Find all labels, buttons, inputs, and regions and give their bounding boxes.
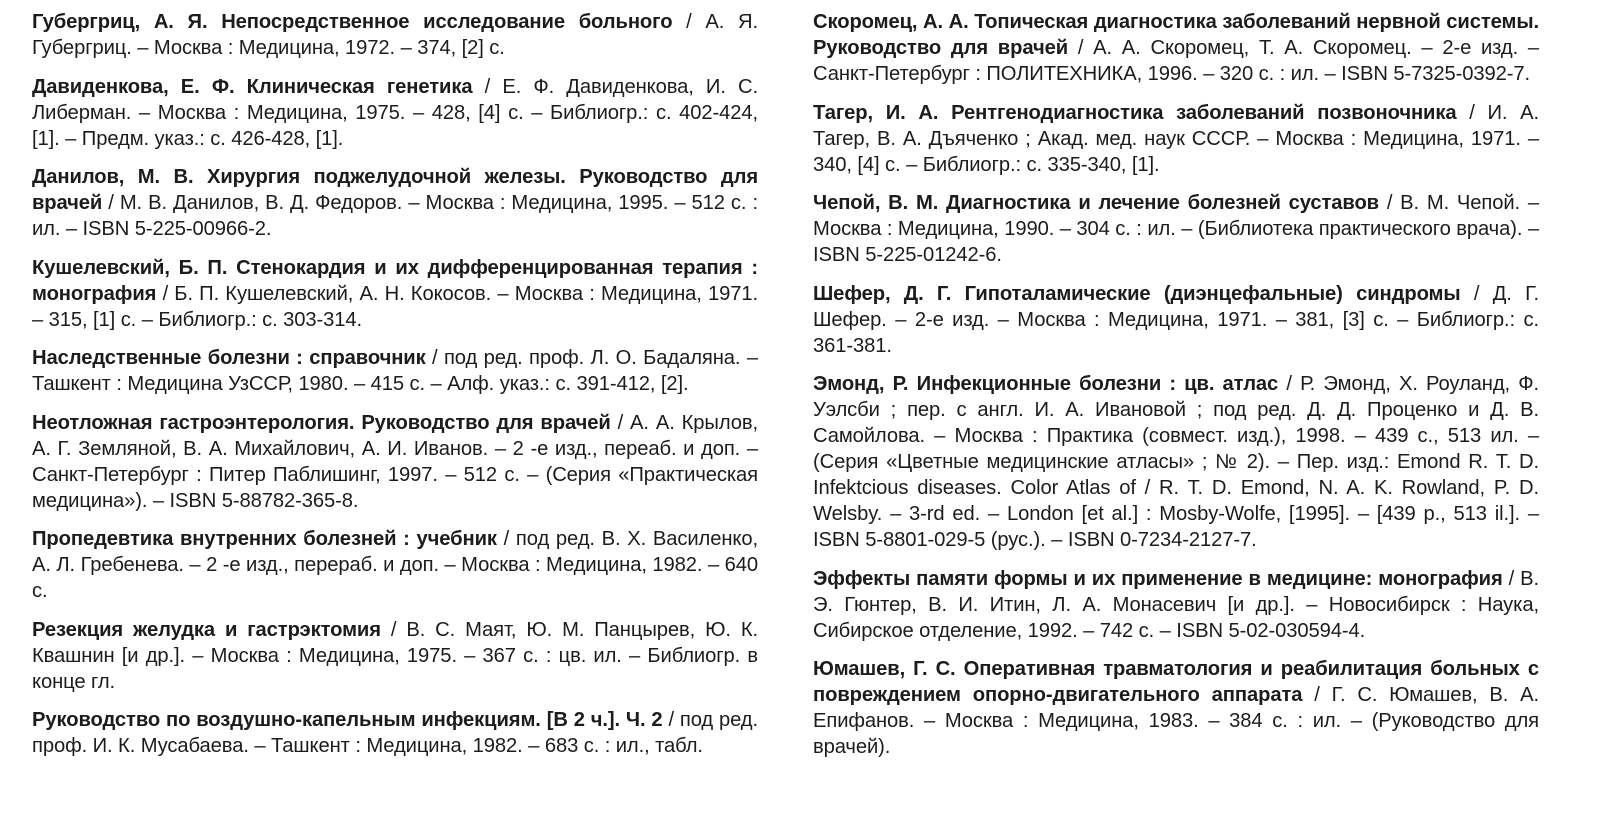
entry-details: / А. А. Скоромец, Т. А. Скоромец. – 2-е изд. – Санкт-Петербург : ПОЛИТЕХНИКА, 1996. – 320 с. : ил. – ISBN 5-7325-0392-7.: [813, 37, 1539, 85]
entry-details: / В. М. Чепой. – Москва : Медицина, 1990. – 304 с. : ил. – (Библиотека практического врача). – ISBN 5-225-01242-6.: [813, 192, 1539, 266]
entry-details: / М. В. Данилов, В. Д. Федоров. – Москва : Медицина, 1995. – 512 с. : ил. – ISBN 5-225-00966-2.: [32, 192, 758, 240]
entry-author-title: Резекция желудка и гастрэктомия: [32, 618, 381, 641]
entry-details: / А. Я. Губергриц. – Москва : Медицина, 1972. – 374, [2] с.: [32, 11, 758, 59]
bibliography-entry: [813, 371, 1539, 553]
bibliography-entry: [32, 74, 758, 152]
bibliography-entry: [813, 100, 1539, 178]
entry-details: / В. Э. Гюнтер, В. И. Итин, Л. А. Монасевич [и др.]. – Новосибирск : Наука, Сибирское отделение, 1992. – 742 с. – ISBN 5-02-030594-4.: [813, 567, 1539, 642]
bibliography-page: [0, 9, 1602, 815]
bibliography-entry: [32, 617, 758, 695]
entry-details: / А. А. Крылов, А. Г. Земляной, В. А. Михайлович, А. И. Иванов. – 2 -е изд., переаб. и доп. – Санкт-Петербург : Питер Паблишинг, 1997. – 512 с. – (Серия «Практическая медицина»). – ISBN 5-88782-365-8.: [32, 411, 758, 512]
entry-author-title: Кушелевский, Б. П. Стенокардия и их дифференцированная терапия : монография: [32, 256, 758, 305]
entry-author-title: Юмашев, Г. С. Оперативная травматология и реабилитация больных с повреждением опорно-двигательного аппарата: [813, 658, 1539, 706]
bibliography-entry: [32, 164, 758, 242]
bibliography-entry: [32, 707, 758, 759]
entry-author-title: Скоромец, А. А. Топическая диагностика заболеваний нервной системы. Руководство для врачей: [813, 11, 1539, 59]
entry-details: / Б. П. Кушелевский, А. Н. Кокосов. – Москва : Медицина, 1971. – 315, [1] с. – Библиогр.: с. 303-314.: [32, 282, 758, 331]
bibliography-column-right: [813, 9, 1539, 773]
entry-author-title: Данилов, М. В. Хирургия поджелудочной железы. Руководство для врачей: [32, 166, 758, 214]
entry-author-title: Эффекты памяти формы и их применение в медицине: монография: [813, 567, 1503, 590]
entry-author-title: Давиденкова, Е. Ф. Клиническая генетика: [32, 75, 473, 98]
bibliography-entry: [813, 566, 1539, 644]
entry-details: / В. С. Маят, Ю. М. Панцырев, Ю. К. Квашнин [и др.]. – Москва : Медицина, 1975. – 367 с. : цв. ил. – Библиогр. в конце гл.: [32, 618, 758, 693]
bibliography-entry: [32, 255, 758, 333]
bibliography-entry: [32, 9, 758, 61]
bibliography-entry: [32, 526, 758, 604]
entry-author-title: Шефер, Д. Г. Гипоталамические (диэнцефальные) синдромы: [813, 282, 1461, 305]
bibliography-entry: [813, 9, 1539, 87]
entry-author-title: Чепой, В. М. Диагностика и лечение болезней суставов: [813, 192, 1379, 214]
entry-details: / Р. Эмонд, Х. Роуланд, Ф. Уэлсби ; пер. с англ. И. А. Ивановой ; под ред. Д. Д. Проценко и Д. В. Самойлова. – Москва : Практика (совмест. изд.), 1998. – 439 с., 513 ил. – (Серия «Цветные медицинские атласы» ; № 2). – Пер. изд.: Emond R. T. D. Infektcious diseases. Color Atlas of / R. T. D. Emond, N. A. K. Rowland, P. D. Welsby. – 3-rd ed. – London [et al.] : Mosby-Wolfe, [1995]. – [439 p., 513 il.]. – ISBN 5-8801-029-5 (рус.). – ISBN 0-7234-2127-7.: [813, 373, 1539, 551]
bibliography-entry: [813, 656, 1539, 760]
entry-details: / И. А. Тагер, В. А. Дъяченко ; Акад. мед. наук СССР. – Москва : Медицина, 1971. – 340, [4] с. – Библиогр.: с. 335-340, [1].: [813, 101, 1540, 176]
bibliography-entry: [813, 281, 1539, 359]
bibliography-entry: [813, 190, 1539, 268]
entry-author-title: Губергриц, А. Я. Непосредственное исследование больного: [32, 11, 673, 33]
entry-details: / Е. Ф. Давиденкова, И. С. Либерман. – Москва : Медицина, 1975. – 428, [4] с. – Библиогр.: с. 402-424, [1]. – Предм. указ.: с. 426-428, [1].: [32, 75, 758, 150]
bibliography-entry: [32, 410, 758, 514]
entry-details: / под ред. проф. Л. О. Бадаляна. – Ташкент : Медицина УзССР, 1980. – 415 с. – Алф. указ.: с. 391-412, [2].: [32, 347, 758, 395]
entry-author-title: Эмонд, Р. Инфекционные болезни : цв. атлас: [813, 373, 1279, 395]
entry-author-title: Неотложная гастроэнтерология. Руководство для врачей: [32, 411, 611, 434]
entry-details: / Г. С. Юмашев, В. А. Епифанов. – Москва : Медицина, 1983. – 384 с. : ил. – (Руководство для врачей).: [813, 684, 1539, 758]
bibliography-column-left: [32, 9, 758, 772]
entry-details: / Д. Г. Шефер. – 2-е изд. – Москва : Медицина, 1971. – 381, [3] с. – Библиогр.: с. 361-381.: [813, 282, 1539, 357]
entry-author-title: Наследственные болезни : справочник: [32, 347, 426, 369]
entry-author-title: Руководство по воздушно-капельным инфекциям. [В 2 ч.]. Ч. 2: [32, 709, 663, 731]
entry-author-title: Пропедевтика внутренних болезней : учебник: [32, 528, 497, 550]
entry-details: / под ред. В. Х. Василенко, А. Л. Гребенева. – 2 -е изд., перераб. и доп. – Москва : Медицина, 1982. – 640 с.: [32, 528, 758, 602]
bibliography-entry: [32, 345, 758, 397]
entry-author-title: Тагер, И. А. Рентгенодиагностика заболеваний позвоночника: [813, 101, 1457, 124]
entry-details: / под ред. проф. И. К. Мусабаева. – Ташкент : Медицина, 1982. – 683 с. : ил., табл.: [32, 709, 758, 757]
